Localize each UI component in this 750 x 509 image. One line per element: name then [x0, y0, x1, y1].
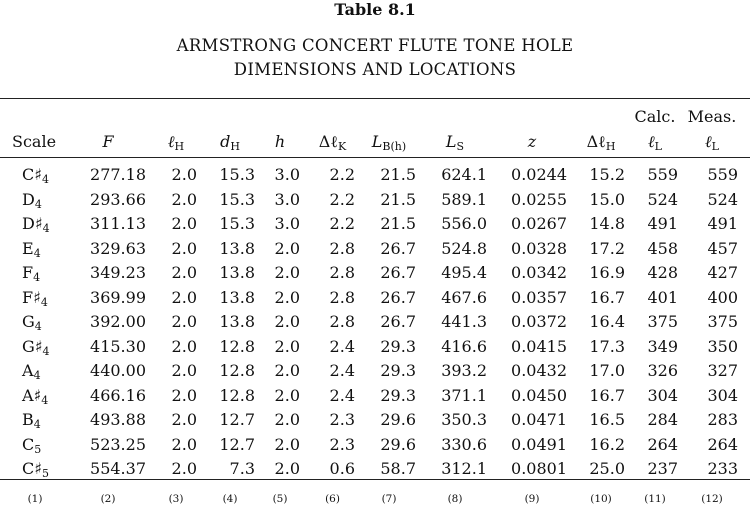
- column-header-7: [362, 130, 416, 154]
- table-cell: 17.3: [589, 336, 625, 356]
- table-cell: 16.7: [589, 385, 625, 405]
- table-cell: 2.0: [171, 263, 197, 282]
- table-cell: 0.0255: [511, 189, 567, 209]
- table-cell: 2.0: [274, 238, 300, 258]
- caption-line-1: ARMSTRONG CONCERT FLUTE TONE HOLE: [176, 36, 574, 55]
- table-row: [0, 261, 750, 285]
- note-name: B: [22, 410, 34, 429]
- table-row: [0, 457, 750, 481]
- note-octave: 4: [41, 393, 49, 407]
- table-cell: 16.7: [589, 287, 625, 307]
- table-cell: 458: [647, 238, 678, 258]
- table-cell: 491: [647, 214, 678, 233]
- table-cell: 29.6: [380, 410, 416, 429]
- table-title: Table 8.1: [334, 0, 416, 19]
- table-cell: 375: [707, 312, 738, 331]
- table-cell: 427: [707, 263, 738, 282]
- note-octave: 4: [33, 271, 41, 284]
- column-header-5: [260, 130, 300, 154]
- table-cell: 524: [647, 189, 678, 209]
- table-cell: 2.0: [274, 263, 300, 282]
- table-cell: 400: [707, 287, 738, 307]
- table-cell: 16.2: [589, 434, 625, 454]
- column-header-subscript: H: [605, 140, 616, 153]
- table-cell: 440.00: [90, 361, 146, 380]
- table-cell: 2.3: [329, 434, 355, 454]
- note-octave: 5: [41, 467, 49, 480]
- column-header-2: [70, 130, 146, 154]
- note-name: A♯: [22, 385, 42, 405]
- column-number: (10): [590, 493, 612, 505]
- column-header-subscript: B(h): [382, 140, 407, 153]
- note-octave: 5: [34, 442, 42, 456]
- column-header-6: [310, 130, 355, 154]
- table-row: [0, 408, 750, 432]
- table-cell: 559: [707, 165, 738, 184]
- column-header-symbol: ℓ: [167, 132, 175, 151]
- header-meas: Meas.: [687, 107, 737, 126]
- table-row: [0, 433, 750, 457]
- table-cell: 264: [647, 434, 678, 454]
- note-name: C♯: [22, 165, 42, 184]
- table-cell: 3.0: [274, 165, 300, 184]
- table-cell: 2.0: [171, 214, 197, 233]
- table-cell: 349: [647, 336, 678, 356]
- note-octave: 4: [42, 222, 50, 235]
- table-cell: 26.7: [380, 312, 416, 331]
- table-cell: 25.0: [589, 459, 625, 478]
- table-row: [0, 335, 750, 359]
- table-cell: 2.0: [171, 361, 197, 380]
- table-cell: 457: [707, 238, 738, 258]
- table-cell: 15.3: [219, 165, 255, 184]
- column-number: (8): [447, 493, 463, 505]
- column-header-subscript: H: [174, 140, 185, 153]
- note-octave: 4: [34, 320, 42, 333]
- column-header-symbol: F: [102, 132, 114, 151]
- column-header-symbol: ℓ: [648, 132, 655, 151]
- table-cell: 2.0: [171, 165, 197, 184]
- column-header-symbol: z: [527, 132, 537, 151]
- note-name: F: [22, 263, 34, 282]
- table-cell: 2.0: [171, 336, 197, 356]
- column-header-subscript: L: [711, 140, 719, 153]
- table-cell: 624.1: [441, 165, 487, 184]
- table-cell: 2.0: [171, 189, 197, 209]
- note-name: C: [22, 434, 35, 454]
- table-cell: 495.4: [441, 263, 487, 282]
- table-cell: 58.7: [380, 459, 416, 478]
- table-cell: 29.6: [380, 434, 416, 454]
- table-cell: 2.0: [171, 385, 197, 405]
- table-cell: 21.5: [380, 165, 416, 184]
- column-header-symbol: d: [220, 132, 231, 151]
- table-cell: 2.0: [274, 459, 300, 478]
- table-cell: 0.0342: [511, 263, 567, 282]
- table-cell: 369.99: [90, 287, 146, 307]
- column-header-10: [577, 130, 625, 154]
- bottom-rule: [0, 479, 750, 480]
- table-cell: 556.0: [441, 214, 487, 233]
- column-number: (4): [222, 493, 238, 505]
- table-cell: 16.5: [589, 410, 625, 429]
- note-name: E: [22, 238, 34, 258]
- column-header-symbol: Δℓ: [318, 132, 338, 151]
- table-cell: 0.0328: [511, 238, 567, 258]
- column-header-8: [423, 130, 487, 154]
- table-cell: 26.7: [380, 263, 416, 282]
- column-header-symbol: Scale: [12, 132, 57, 151]
- column-number-row: [0, 490, 750, 508]
- table-cell: 2.0: [171, 238, 197, 258]
- table-cell: 2.0: [274, 385, 300, 405]
- column-header-subscript: L: [654, 140, 662, 153]
- column-header-subscript: H: [230, 140, 240, 153]
- table-cell: 12.8: [219, 336, 255, 356]
- table-cell: 283: [707, 410, 738, 429]
- column-header-subscript: S: [456, 140, 465, 153]
- table-cell: 441.3: [441, 312, 487, 331]
- column-number: (9): [524, 493, 540, 505]
- column-number: (1): [27, 493, 43, 505]
- table-cell: 16.9: [589, 263, 625, 282]
- note-octave: 4: [33, 369, 41, 382]
- table-cell: 3.0: [274, 189, 300, 209]
- table-cell: 2.8: [329, 312, 355, 331]
- table-cell: 311.13: [90, 214, 146, 233]
- table-cell: 329.63: [90, 238, 146, 258]
- column-header-symbol: L: [371, 132, 383, 151]
- table-cell: 16.4: [589, 312, 625, 331]
- table-cell: 15.3: [219, 214, 255, 233]
- column-header-subscript: K: [338, 140, 347, 153]
- table-cell: 2.3: [329, 410, 355, 429]
- scale-note: [22, 286, 72, 310]
- scale-note: [22, 237, 72, 261]
- table-cell: 524.8: [441, 238, 487, 258]
- scale-note: [22, 163, 72, 187]
- scale-note: [22, 335, 72, 359]
- column-number: (2): [100, 493, 116, 505]
- table-cell: 21.5: [380, 189, 416, 209]
- table-cell: 304: [647, 385, 678, 405]
- table-cell: 589.1: [441, 189, 487, 209]
- table-cell: 13.8: [219, 312, 255, 331]
- column-header-symbol: ℓ: [705, 132, 712, 151]
- note-octave: 4: [34, 197, 42, 211]
- note-name: G: [22, 312, 35, 331]
- table-cell: 2.0: [274, 361, 300, 380]
- note-name: G♯: [22, 336, 43, 356]
- table-cell: 401: [647, 287, 678, 307]
- table-row: [0, 310, 750, 334]
- table-cell: 2.0: [274, 336, 300, 356]
- table-cell: 350.3: [441, 410, 487, 429]
- top-rule: [0, 98, 750, 99]
- table-cell: 17.0: [589, 361, 625, 380]
- column-header-symbol: L: [445, 132, 457, 151]
- header-calc: Calc.: [634, 107, 676, 126]
- table-cell: 233: [707, 459, 738, 478]
- table-cell: 559: [647, 165, 678, 184]
- table-cell: 0.0244: [511, 165, 567, 184]
- table-cell: 350: [707, 336, 738, 356]
- table-cell: 467.6: [441, 287, 487, 307]
- table-cell: 2.0: [171, 287, 197, 307]
- table-cell: 17.2: [589, 238, 625, 258]
- header-row-top: [0, 105, 750, 129]
- scale-note: [22, 457, 72, 481]
- table-cell: 330.6: [441, 434, 487, 454]
- table-row: [0, 286, 750, 310]
- table-cell: 264: [707, 434, 738, 454]
- table-cell: 2.8: [329, 263, 355, 282]
- table-cell: 393.2: [441, 361, 487, 380]
- note-name: C♯: [22, 459, 42, 478]
- table-cell: 392.00: [90, 312, 146, 331]
- column-header-3: [155, 130, 197, 154]
- scale-note: [22, 433, 72, 457]
- table-cell: 375: [647, 312, 678, 331]
- table-row: [0, 163, 750, 187]
- table-cell: 13.8: [219, 238, 255, 258]
- table-cell: 14.8: [589, 214, 625, 233]
- table-cell: 12.8: [219, 361, 255, 380]
- table-cell: 284: [647, 410, 678, 429]
- table-cell: 12.7: [219, 434, 255, 454]
- table-cell: 524: [707, 189, 738, 209]
- table-cell: 0.0450: [511, 385, 567, 405]
- table-cell: 2.8: [329, 287, 355, 307]
- note-octave: 4: [33, 246, 41, 260]
- table-cell: 2.4: [329, 385, 355, 405]
- scale-note: [22, 359, 72, 383]
- note-octave: 4: [33, 418, 41, 431]
- table-row: [0, 188, 750, 212]
- table-cell: 2.2: [329, 189, 355, 209]
- table-cell: 0.0471: [511, 410, 567, 429]
- table-cell: 0.0491: [511, 434, 567, 454]
- table-cell: 26.7: [380, 287, 416, 307]
- table-cell: 2.2: [329, 214, 355, 233]
- table-cell: 7.3: [229, 459, 255, 478]
- scale-note: [22, 384, 72, 408]
- column-number: (11): [644, 493, 666, 505]
- caption-line-2: DIMENSIONS AND LOCATIONS: [233, 60, 517, 79]
- table-cell: 15.3: [219, 189, 255, 209]
- table-cell: 2.0: [274, 287, 300, 307]
- table-row: [0, 359, 750, 383]
- column-number: (5): [272, 493, 288, 505]
- column-header-symbol: h: [274, 132, 286, 151]
- note-octave: 4: [42, 344, 50, 358]
- table-cell: 523.25: [90, 434, 146, 454]
- note-octave: 4: [41, 173, 49, 186]
- note-name: A: [22, 361, 34, 380]
- table-cell: 0.0415: [511, 336, 567, 356]
- header-rule: [0, 157, 750, 158]
- table-cell: 237: [647, 459, 678, 478]
- table-cell: 554.37: [90, 459, 146, 478]
- table-cell: 2.4: [329, 361, 355, 380]
- table-cell: 12.7: [219, 410, 255, 429]
- table-cell: 2.4: [329, 336, 355, 356]
- table-cell: 0.0432: [511, 361, 567, 380]
- header-row: [0, 130, 750, 154]
- table-cell: 13.8: [219, 263, 255, 282]
- table-cell: 327: [707, 361, 738, 380]
- note-name: D: [22, 189, 35, 209]
- table-cell: 3.0: [274, 214, 300, 233]
- note-name: D♯: [22, 214, 43, 233]
- table-cell: 0.0801: [511, 459, 567, 478]
- table-cell: 13.8: [219, 287, 255, 307]
- table-cell: 29.3: [380, 336, 416, 356]
- scale-note: [22, 408, 72, 432]
- table-cell: 2.0: [171, 459, 197, 478]
- column-header-9: [497, 130, 567, 154]
- table-cell: 0.0267: [511, 214, 567, 233]
- table-cell: 277.18: [90, 165, 146, 184]
- scale-note: [22, 188, 72, 212]
- column-header-11: [632, 130, 678, 154]
- table-cell: 15.0: [589, 189, 625, 209]
- table-cell: 15.2: [589, 165, 625, 184]
- column-header-4: [205, 130, 255, 154]
- column-number: (12): [701, 493, 723, 505]
- table-cell: 0.6: [329, 459, 355, 478]
- table-row: [0, 237, 750, 261]
- table-caption: [0, 34, 750, 82]
- table-cell: 21.5: [380, 214, 416, 233]
- table-cell: 293.66: [90, 189, 146, 209]
- table-cell: 304: [707, 385, 738, 405]
- column-number: (6): [325, 493, 340, 505]
- table-cell: 491: [707, 214, 738, 233]
- column-number: (7): [381, 493, 397, 505]
- table-cell: 2.0: [171, 312, 197, 331]
- table-cell: 0.0357: [511, 287, 567, 307]
- table-cell: 371.1: [441, 385, 487, 405]
- column-number: (3): [168, 493, 184, 505]
- table-row: [0, 384, 750, 408]
- scale-note: [22, 212, 72, 236]
- table-cell: 415.30: [90, 336, 146, 356]
- table-cell: 428: [647, 263, 678, 282]
- table-cell: 0.0372: [511, 312, 567, 331]
- table-cell: 326: [647, 361, 678, 380]
- table-cell: 2.0: [171, 410, 197, 429]
- table-cell: 349.23: [90, 263, 146, 282]
- table-cell: 493.88: [90, 410, 146, 429]
- table-cell: 26.7: [380, 238, 416, 258]
- table-cell: 466.16: [90, 385, 146, 405]
- table-row: [0, 212, 750, 236]
- table-cell: 2.0: [274, 312, 300, 331]
- table-cell: 2.8: [329, 238, 355, 258]
- table-cell: 29.3: [380, 385, 416, 405]
- table-cell: 2.0: [171, 434, 197, 454]
- table-cell: 2.2: [329, 165, 355, 184]
- table-cell: 29.3: [380, 361, 416, 380]
- column-header-symbol: Δℓ: [586, 132, 606, 151]
- table-cell: 2.0: [274, 410, 300, 429]
- note-octave: 4: [40, 295, 48, 309]
- table-cell: 312.1: [441, 459, 487, 478]
- scale-note: [22, 310, 72, 334]
- table-cell: 12.8: [219, 385, 255, 405]
- scale-note: [22, 261, 72, 285]
- table-cell: 2.0: [274, 434, 300, 454]
- column-header-1: [12, 130, 62, 154]
- note-name: F♯: [22, 287, 41, 307]
- table-cell: 416.6: [441, 336, 487, 356]
- column-header-12: [686, 130, 738, 154]
